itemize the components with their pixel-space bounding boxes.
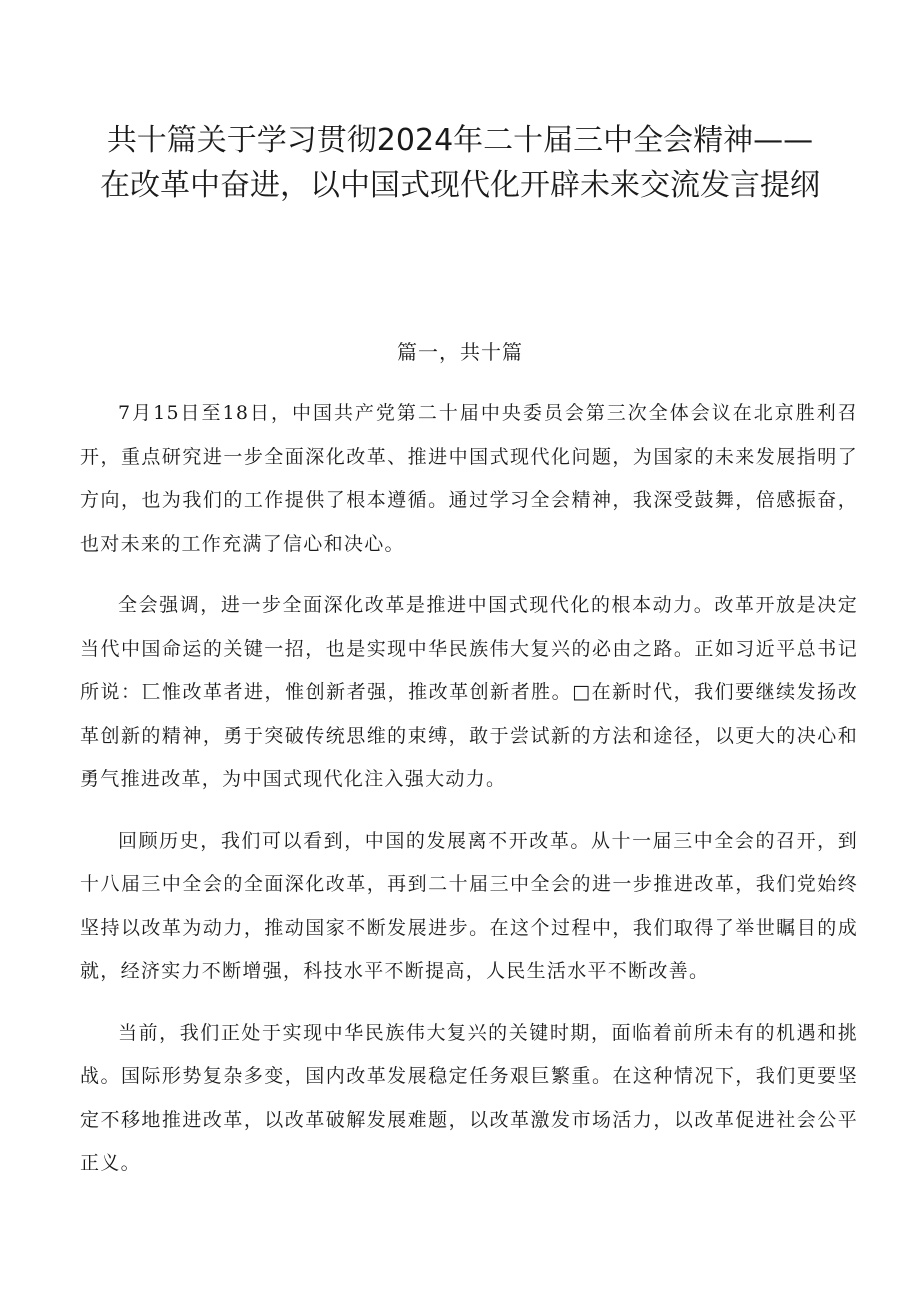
paragraph-1: 7月15日至18日，中国共产党第二十届中央委员会第三次全体会议在北京胜利召开，重点研究进一步全面深化改革、推进中国式现代化问题，为国家的未来发展指明了方向，也为我们的工作提供了根本遵循。通过学习全会精神，我深受鼓舞，倍感振奋，也对未来的工作充满了信心和决心。	[80, 402, 858, 555]
paragraph-4: 当前，我们正处于实现中华民族伟大复兴的关键时期，面临着前所未有的机遇和挑战。国际形势复杂多变，国内改革发展稳定任务艰巨繁重。在这种情况下，我们更要坚定不移地推进改革，以改革破解发展难题，以改革激发市场活力，以改革促进社会公平正义。	[80, 1021, 858, 1174]
paragraph-3: 回顾历史，我们可以看到，中国的发展离不开改革。从十一届三中全会的召开，到十八届三中全会的全面深化改革，再到二十届三中全会的进一步推进改革，我们党始终坚持以改革为动力，推动国家不断发展进步。在这个过程中，我们取得了举世瞩目的成就，经济实力不断增强，科技水平不断提高，人民生活水平不断改善。	[80, 829, 858, 982]
section-heading: 篇一，共十篇	[397, 340, 523, 364]
document-body	[80, 392, 858, 1204]
paragraph-2: 全会强调，进一步全面深化改革是推进中国式现代化的根本动力。改革开放是决定当代中国命运的关键一招，也是实现中华民族伟大复兴的必由之路。正如习近平总书记所说：匸惟改革者进，惟创新者强，推改革创新者胜。□在新时代，我们要继续发扬改革创新的精神，勇于突破传统思维的束缚，敢于尝试新的方法和途径，以更大的决心和勇气推进改革，为中国式现代化注入强大动力。	[80, 594, 858, 790]
document-title: 共十篇关于学习贯彻2024年二十届三中全会精神——在改革中奋进，以中国式现代化开辟未来交流发言提纲	[100, 123, 820, 203]
